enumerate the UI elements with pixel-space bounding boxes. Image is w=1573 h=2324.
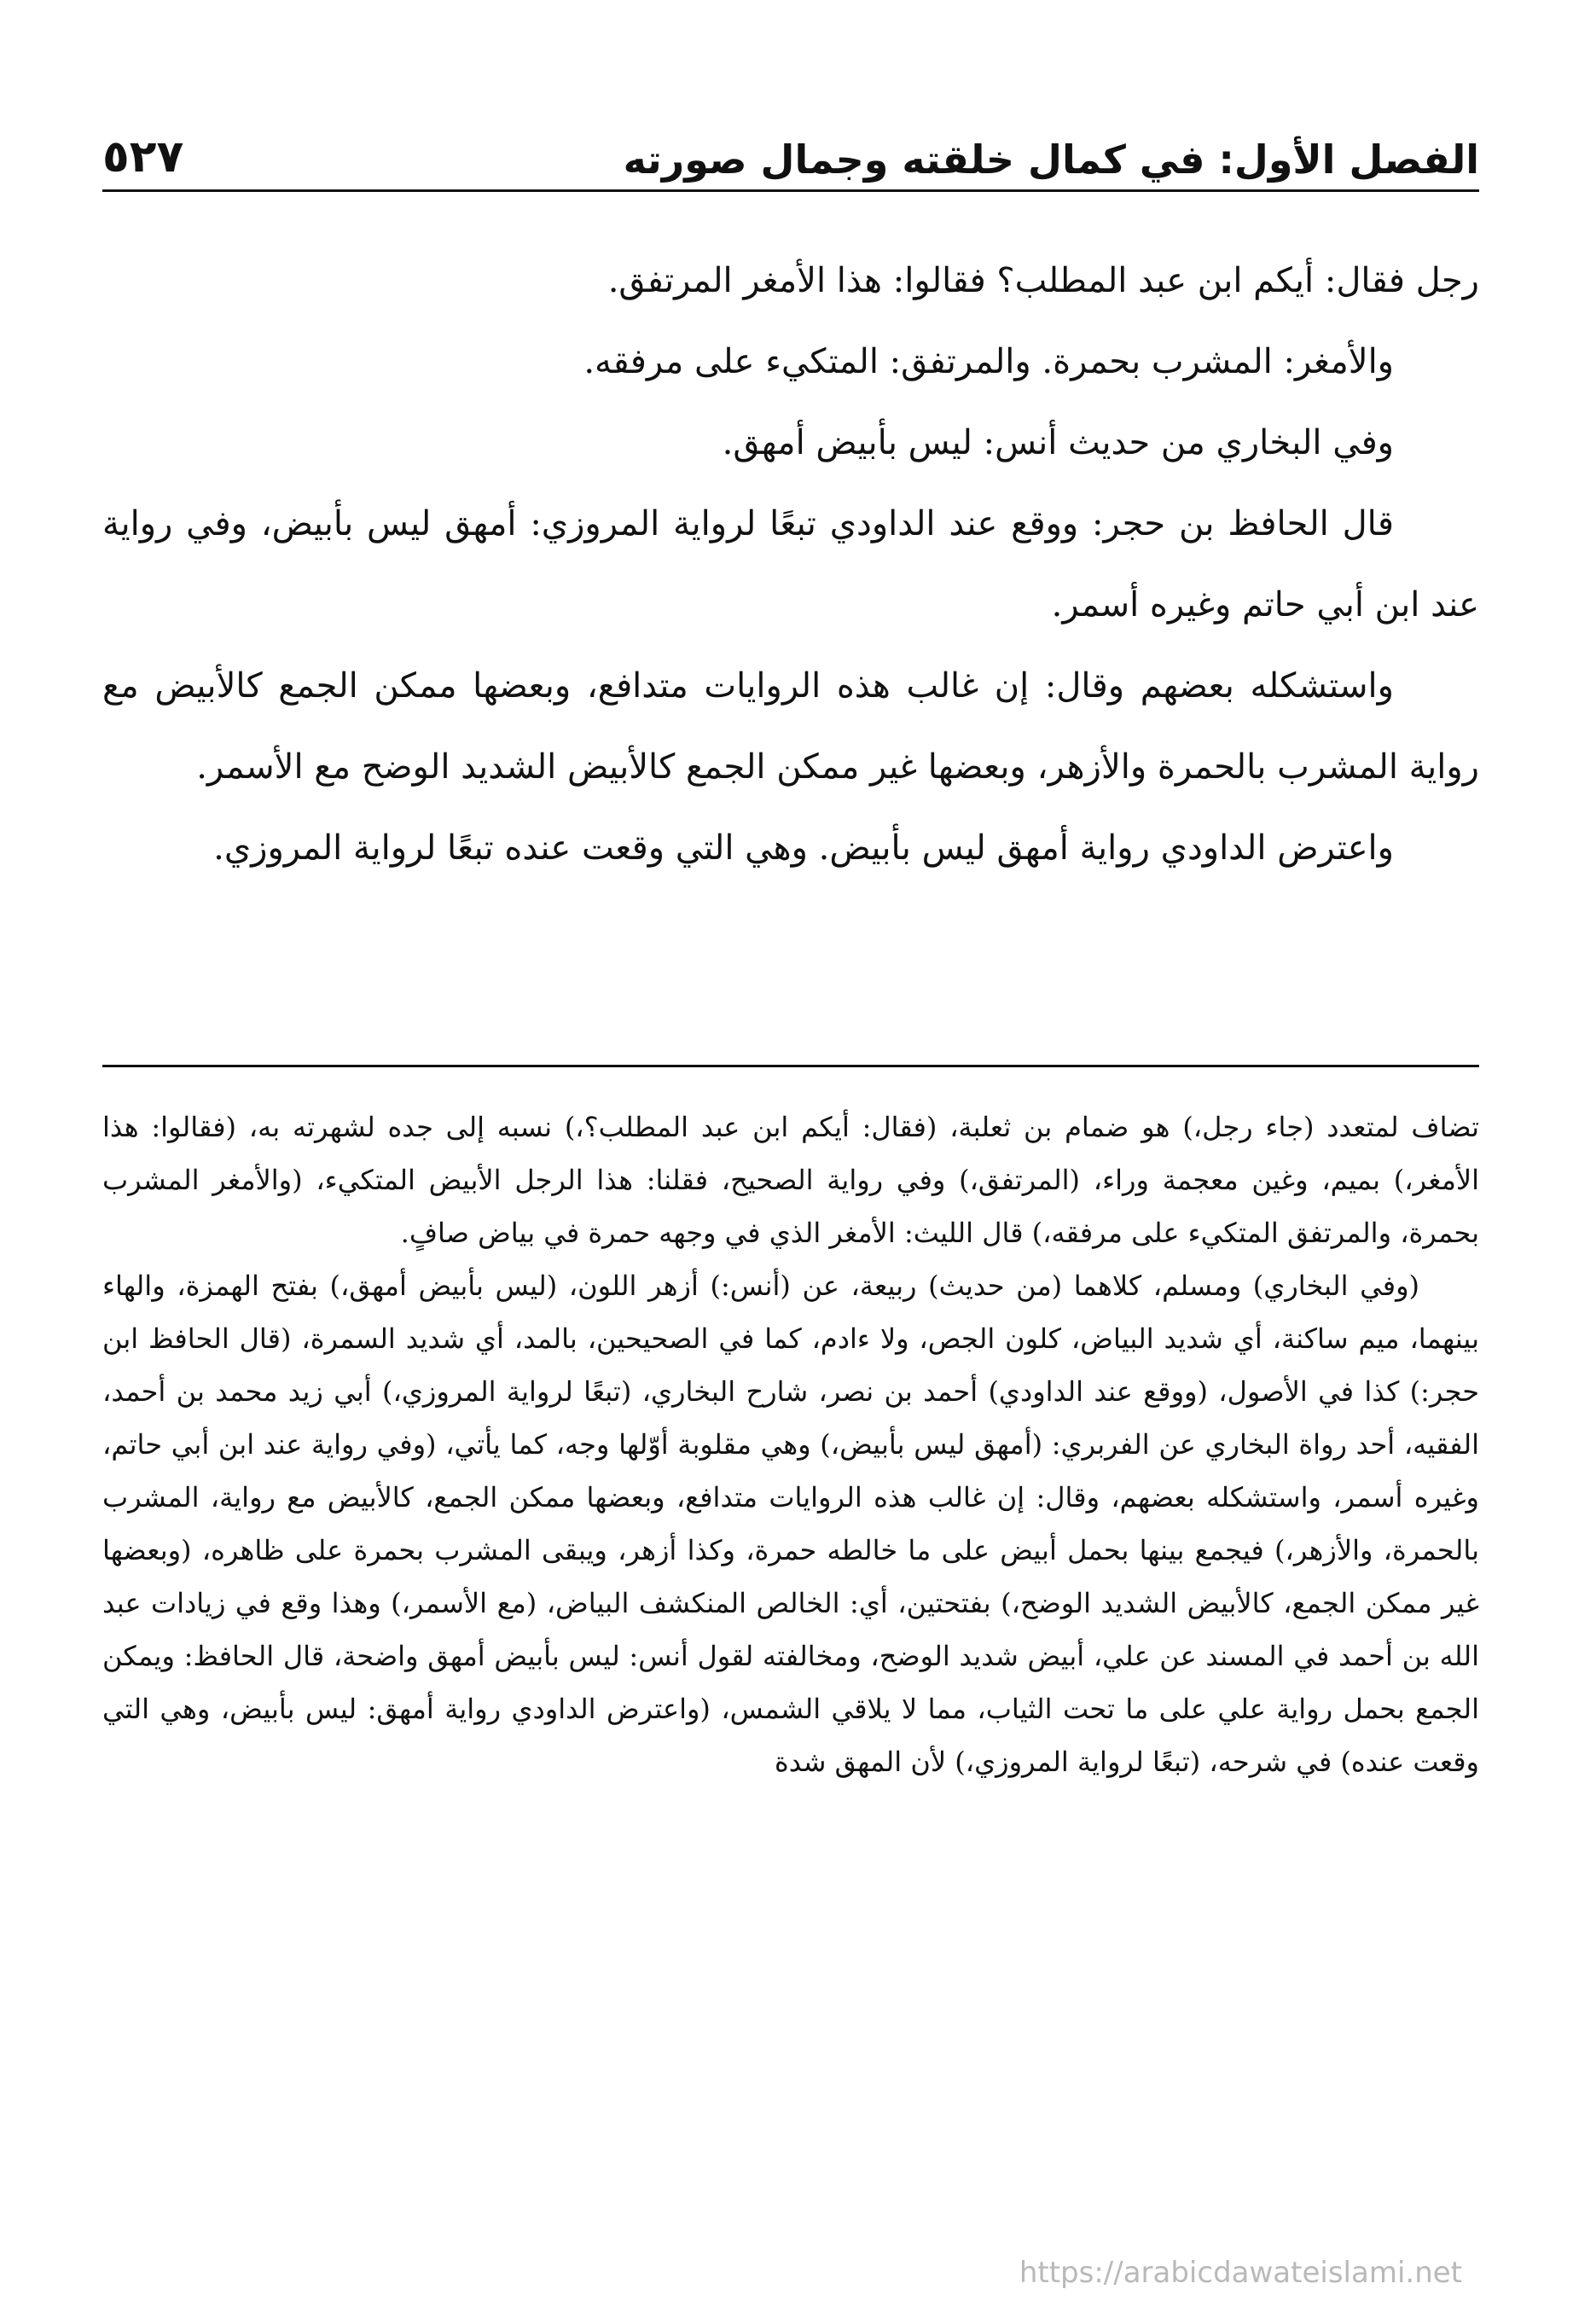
watermark-url: https://arabicdawateislami.net xyxy=(1019,2256,1462,2290)
chapter-title: الفصل الأول: في كمال خلقته وجمال صورته xyxy=(623,137,1479,183)
header-divider xyxy=(102,189,1479,192)
main-paragraph: قال الحافظ بن حجر: ووقع عند الداودي تبعًا لرواية المروزي: أمهق ليس بأبيض، وفي رواية عند ابن أبي حاتم وغيره أسمر. xyxy=(102,504,1479,625)
main-paragraph: والأمغر: المشرب بحمرة. والمرتفق: المتكيء على مرفقه. xyxy=(583,342,1394,381)
main-paragraph: واعترض الداودي رواية أمهق ليس بأبيض. وهي التي وقعت عنده تبعًا لرواية المروزي. xyxy=(213,828,1394,868)
commentary-block xyxy=(102,1101,1479,1788)
running-header xyxy=(102,102,1479,183)
page-number: ٥٢٧ xyxy=(102,131,184,183)
commentary-paragraph: (وفي البخاري) ومسلم، كلاهما (من حديث) ربيعة، عن (أنس:) أزهر اللون، (ليس بأبيض أمهق،) بفتح الهمزة، والهاء بينهما، ميم ساكنة، أي شديد البياض، كلون الجص، ولا ءادم، كما في الصحيحين، بالمد، أي شديد السمرة، (قال الحافظ ابن حجر:) كذا في الأصول، (ووقع عند الداودي) أحمد بن نصر، شارح البخاري، (تبعًا لرواية المروزي،) أبي زيد محمد بن أحمد، الفقيه، أحد رواة البخاري عن الفربري: (أمهق ليس بأبيض،) وهي مقلوبة أوّلها وجه، كما يأتي، (وفي رواية عند ابن أبي حاتم، وغيره أسمر، واستشكله بعضهم، وقال: إن غالب هذه الروايات متدافع، وبعضها ممكن الجمع، كالأبيض مع رواية، المشرب بالحمرة، والأزهر،) فيجمع بينها بحمل أبيض على ما خالطه حمرة، وكذا أزهر، ويبقى المشرب بحمرة على ظاهره، (وبعضها غير ممكن الجمع، كالأبيض الشديد الوضح،) بفتحتين، أي: الخالص المنكشف البياض، (مع الأسمر،) وهذا وقع في زيادات عبد الله بن أحمد في المسند عن علي، أبيض شديد الوضح، ومخالفته لقول أنس: ليس بأبيض أمهق واضحة، قال الحافظ: ويمكن الجمع بحمل رواية علي على ما تحت الثياب، مما لا يلاقي الشمس، (واعترض الداودي رواية أمهق: ليس بأبيض، وهي التي وقعت عنده) في شرحه، (تبعًا لرواية المروزي،) لأن المهق شدة xyxy=(102,1269,1480,1778)
main-paragraph: واستشكله بعضهم وقال: إن غالب هذه الروايات متدافع، وبعضها ممكن الجمع كالأبيض مع رواية المشرب بالحمرة والأزهر، وبعضها غير ممكن الجمع كالأبيض الشديد الوضح مع الأسمر. xyxy=(102,666,1479,787)
main-paragraph: وفي البخاري من حديث أنس: ليس بأبيض أمهق. xyxy=(722,423,1394,462)
commentary-paragraph: تضاف لمتعدد (جاء رجل،) هو ضمام بن ثعلبة، (فقال: أيكم ابن عبد المطلب؟،) نسبه إلى جده لشهرته به، (فقالوا: هذا الأمغر،) بميم، وغين معجمة وراء، (المرتفق،) وفي رواية الصحيح، فقلنا: هذا الرجل الأبيض المتكيء، (والأمغر المشرب بحمرة، والمرتفق المتكيء على مرفقه،) قال الليث: الأمغر الذي في وجهه حمرة في بياض صافٍ. xyxy=(102,1111,1480,1249)
main-text-block xyxy=(102,241,1479,889)
main-paragraph: رجل فقال: أيكم ابن عبد المطلب؟ فقالوا: هذا الأمغر المرتفق. xyxy=(607,261,1479,300)
commentary-divider xyxy=(102,1065,1479,1067)
